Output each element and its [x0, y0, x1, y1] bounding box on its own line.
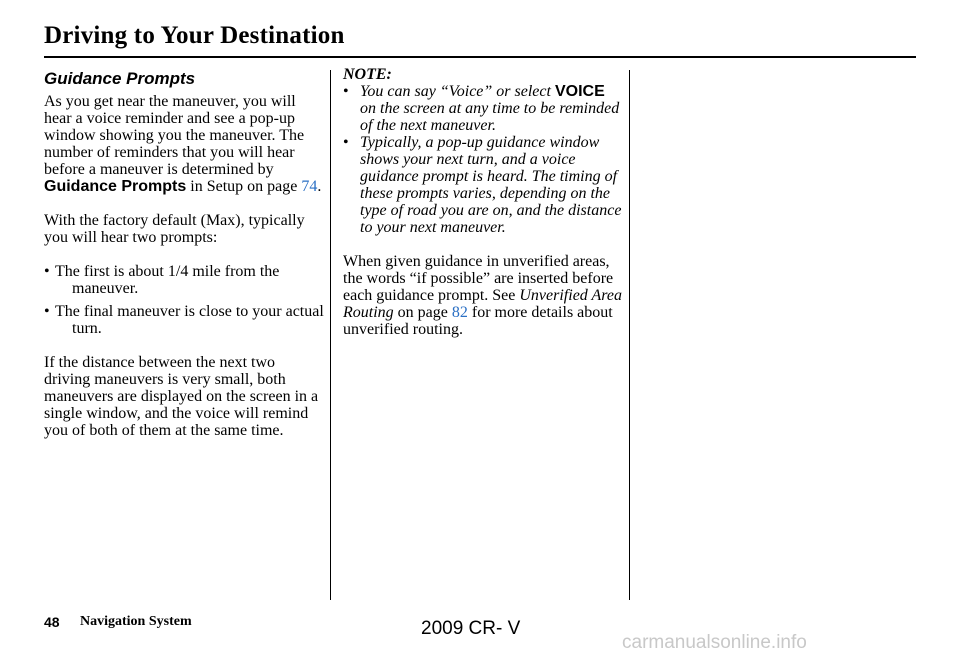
unverified-routing-reference: Unverified Area Routing [343, 287, 623, 321]
unverified-text: When given guidance in unverified areas, the words “if possible” are inserted before each guidance prompt. See [343, 253, 614, 304]
watermark: carmanualsonline.info [622, 632, 807, 653]
footer-model: 2009 CR- V [421, 618, 521, 639]
section-heading: Guidance Prompts [44, 69, 196, 88]
note1-text: You can say “Voice” or select [360, 83, 555, 100]
unverified-text-end: for more details about unverified routing. [343, 304, 613, 338]
note-label: NOTE: [343, 66, 392, 83]
distance-paragraph: If the distance between the next two driving maneuvers is very small, both maneuvers are displayed on the screen in a single window, and the voice will remind you of both of them at the same time. [44, 354, 319, 439]
intro-paragraph [44, 93, 324, 195]
default-paragraph: With the factory default (Max), typically you will hear two prompts: [44, 212, 305, 246]
page-82-link[interactable]: 82 [451, 304, 468, 321]
notes-list [343, 83, 623, 236]
unverified-text-2: on page [393, 304, 452, 321]
page-number: 48 [44, 614, 60, 630]
intro-text-2: in Setup on page [186, 178, 302, 195]
note1-text-end: on the screen at any time to be reminded of the next maneuver. [360, 100, 620, 134]
list-item [343, 83, 623, 134]
left-column [44, 66, 324, 456]
page-title: Driving to Your Destination [44, 22, 345, 49]
footer-section-title: Navigation System [80, 614, 192, 629]
unverified-paragraph [343, 253, 623, 338]
list-item: • The first is about 1/4 mile from the maneuver. [44, 263, 324, 297]
intro-text-end: . [317, 178, 322, 195]
list-item: • The final maneuver is close to your actual turn. [44, 303, 324, 337]
voice-term: VOICE [554, 83, 605, 100]
column-divider [629, 70, 630, 600]
prompts-list [44, 263, 324, 337]
guidance-prompts-term: Guidance Prompts [44, 178, 187, 195]
list-item: • Typically, a pop-up guidance window shows your next turn, and a voice guidance prompt is heard. The timing of these prompts varies, depending on the type of road you are on, and the distance to your next maneuver. [343, 134, 623, 236]
page-74-link[interactable]: 74 [301, 178, 318, 195]
right-column [343, 66, 623, 355]
intro-text: As you get near the maneuver, you will hear a voice reminder and see a pop-up window showing you the maneuver. The number of reminders that you will hear before a maneuver is determined by [44, 93, 305, 178]
column-divider [330, 70, 331, 600]
header-rule [44, 56, 916, 58]
